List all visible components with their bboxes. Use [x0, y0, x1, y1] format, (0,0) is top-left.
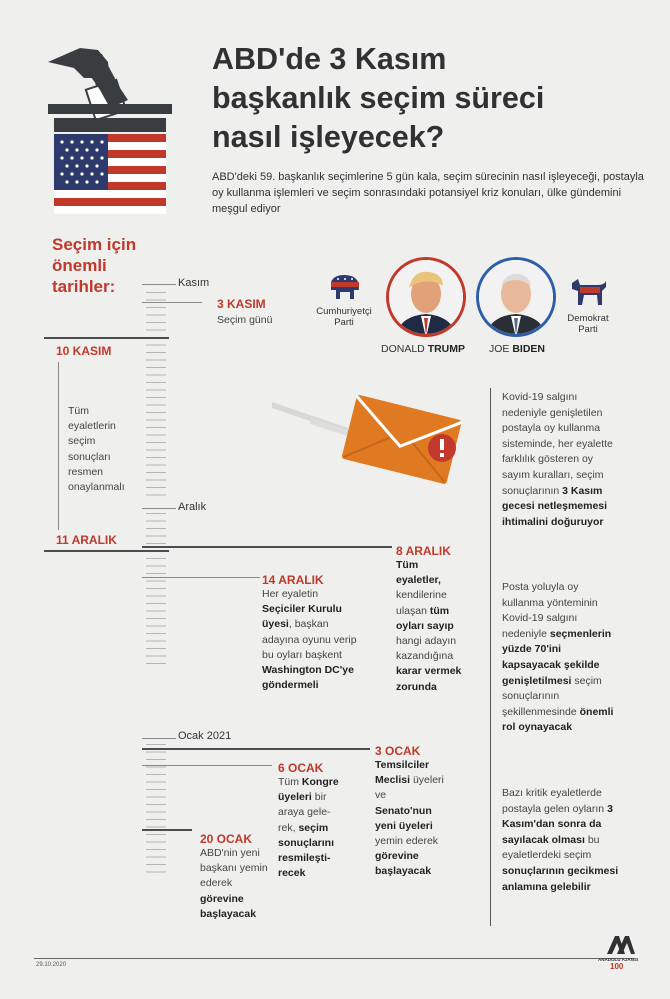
jan3-text: Temsilciler Meclisi üyeleri ve Senato'nun yeni üyeleri yemin ederek görevine başlayacak: [375, 759, 444, 878]
dec14-text: Her eyaletin Seçiciler Kurulu üyesi, başkan adayına oyunu verip bu oyları başkent Washington DC'ye göndermeli: [262, 588, 357, 692]
sidebar-divider: [490, 388, 491, 926]
dec8-date: 8 ARALIK: [396, 544, 451, 558]
month-nov: Kasım: [178, 277, 210, 289]
nov3-text: Seçim günü: [217, 314, 273, 326]
biden-name: JOE BIDEN: [489, 343, 546, 355]
title-line-3: nasıl işleyecek?: [212, 120, 445, 154]
nov10-line: [44, 337, 169, 339]
title-line-2: başkanlık seçim süreci: [212, 81, 545, 115]
ballot-box-icon: [40, 38, 180, 220]
nov-line: [142, 284, 176, 285]
jan-ticks: [146, 744, 166, 876]
biden-portrait: [475, 256, 557, 338]
jan-line: [142, 738, 176, 739]
month-jan: Ocak 2021: [178, 730, 232, 742]
dec11-date: 11 ARALIK: [56, 533, 117, 547]
republican-party-label: Cumhuriyetçi Parti: [316, 306, 372, 328]
dec14-line: [142, 577, 260, 578]
sidebar-block-2: Posta yoluyla oy kullanma yönteminin Kovid-19 salgını nedeniyle seçmenlerin yüzde 70'ini kapsayacak şekilde genişletilmesi seçim sonuçlarının şekillenmesinde önemli rol oynayacak: [502, 581, 614, 734]
jan6-line: [142, 765, 272, 766]
footer-date: 29.10.2020: [36, 962, 67, 968]
jan20-text: ABD'nin yeni başkanı yemin ederek görevine başlayacak: [200, 847, 268, 920]
jan3-line: [142, 748, 370, 750]
republican-elephant-icon: [328, 272, 362, 304]
dec-ticks: [146, 513, 166, 668]
dec8-line: [142, 546, 392, 548]
nov3-date: 3 KASIM: [217, 297, 266, 311]
agency-100-badge: 100: [610, 962, 624, 971]
dec14-date: 14 ARALIK: [262, 573, 324, 587]
democrat-donkey-icon: [570, 277, 608, 309]
footer-rule: [34, 958, 634, 959]
nov10-text: Tüm eyaletlerin seçim sonuçları resmen onaylanmalı: [68, 405, 125, 494]
section-heading: Seçim için önemli tarihler:: [52, 235, 137, 296]
nov3-line: [142, 302, 202, 303]
nov10-date: 10 KASIM: [56, 344, 112, 358]
dec8-text: Tüm eyaletler, kendilerine ulaşan tüm oyları sayıp hangi adayın kazandığına karar vermek zorunda: [396, 559, 462, 693]
anadolu-agency-logo: [605, 932, 635, 956]
democrat-party-label: Demokrat Parti: [567, 313, 609, 335]
jan6-date: 6 OCAK: [278, 761, 324, 775]
sidebar-block-1: Kovid-19 salgını nedeniyle genişletilen postayla oy kullanma sisteminde, her eyalette farklılık gösteren oy sayım kuralları, seçim sonuçlarının 3 Kasım gecesi netleşmemesi ihtimalini doğuruyor: [502, 391, 613, 528]
month-dec: Aralık: [178, 501, 207, 513]
mail-envelope-icon: [270, 388, 490, 498]
page-title: [212, 40, 652, 157]
lead-paragraph: ABD'deki 59. başkanlık seçimlerine 5 gün kala, seçim sürecinin nasıl işleyeceği, postayla oy kullanma işlemleri ve seçim sonrasındaki potansiyel kriz konuları, ülke gündemini meşgul ediyor: [212, 171, 644, 215]
jan20-date: 20 OCAK: [200, 832, 253, 846]
sidebar-block-3: Bazı kritik eyaletlerde postayla gelen oyların 3 Kasım'dan sonra da sayılacak olması bu eyaletlerdeki seçim sonuçlarının gecikmesi anlamına gelebilir: [502, 787, 619, 893]
jan6-text: Tüm Kongre üyeleri bir araya gele-rek, seçim sonuçlarını resmileşti-recek: [278, 776, 339, 880]
trump-portrait: [385, 256, 467, 338]
nov10-down: [58, 362, 59, 530]
nov-ticks: [146, 292, 166, 497]
dec11-line: [44, 550, 169, 552]
jan20-line: [142, 829, 192, 831]
dec-line: [142, 508, 176, 509]
trump-name: DONALD TRUMP: [381, 343, 466, 355]
title-line-1: ABD'de 3 Kasım: [212, 42, 447, 76]
agency-name: ANADOLU AJANSI: [598, 957, 639, 962]
jan3-date: 3 OCAK: [375, 744, 421, 758]
